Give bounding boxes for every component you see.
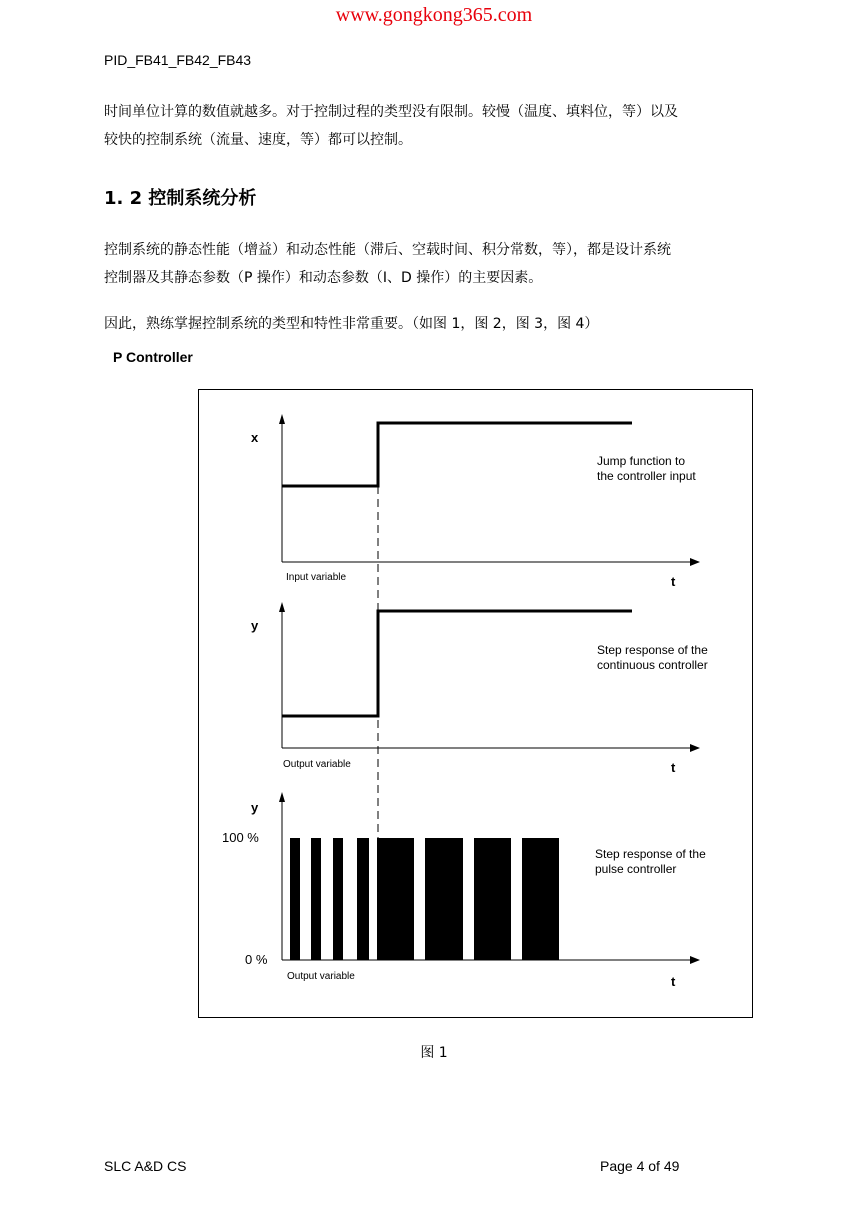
panel3-x-label: t [671,974,676,989]
panel2-y-label: y [251,618,259,633]
panel3-top-label: 100 % [222,830,259,845]
panel2-caption: Output variable [283,759,351,770]
section-heading: 1. 2 控制系统分析 [104,188,257,209]
paragraph-2-line-2: 控制器及其静态参数（P 操作）和动态参数（I、D 操作）的主要因素。 [104,270,543,286]
panel1-desc-line-2: the controller input [597,469,696,483]
pulse-bar [522,838,559,960]
panel-continuous-output [251,602,708,775]
paragraph-1 [104,98,766,154]
footer-left: SLC A&D CS [104,1158,187,1174]
figure-caption: 图 1 [420,1045,448,1061]
paragraph-1-line-1: 时间单位计算的数值就越多。对于控制过程的类型没有限制。较慢（温度、填料位，等）以及 [104,104,678,120]
paragraph-3: 因此，熟练掌握控制系统的类型和特性非常重要。（如图 1，图 2，图 3，图 4） [104,316,599,332]
p-controller-diagram [199,390,754,1019]
panel1-y-arrow-icon [279,414,285,424]
pulse-bar [333,838,343,960]
panel-pulse-output [222,792,706,989]
paragraph-2 [104,236,766,292]
panel3-desc-line-1: Step response of the [595,847,706,861]
figure-frame [198,389,753,1018]
pulse-bar [290,838,300,960]
panel2-desc-line-2: continuous controller [597,658,708,672]
panel2-x-label: t [671,760,676,775]
panel3-y-arrow-icon [279,792,285,802]
panel1-step-signal [282,423,632,486]
document-header-title: PID_FB41_FB42_FB43 [104,52,252,68]
pulse-bar [474,838,511,960]
panel1-caption: Input variable [286,572,347,583]
pulse-bar [425,838,463,960]
paragraph-1-line-2: 较快的控制系统（流量、速度，等）都可以控制。 [104,132,412,148]
panel-input [251,414,699,589]
page-number: Page 4 of 49 [600,1158,680,1174]
panel3-caption: Output variable [287,971,355,982]
panel3-bottom-label: 0 % [245,952,268,967]
panel2-step-response [282,611,632,716]
pulse-bar [357,838,369,960]
pulse-bar [311,838,321,960]
pulse-bar [377,838,414,960]
panel1-y-label: x [251,430,259,445]
figure-title: P Controller [113,349,193,365]
watermark-url: www.gongkong365.com [335,4,533,26]
pulse-bars [290,838,559,960]
panel3-desc-line-2: pulse controller [595,862,677,876]
paragraph-2-line-1: 控制系统的静态性能（增益）和动态性能（滞后、空载时间、积分常数，等），都是设计系统 [104,242,671,258]
panel2-y-arrow-icon [279,602,285,612]
panel3-y-label: y [251,800,259,815]
panel1-desc-line-1: Jump function to [597,454,686,468]
panel1-x-label: t [671,574,676,589]
panel2-desc-line-1: Step response of the [597,643,708,657]
